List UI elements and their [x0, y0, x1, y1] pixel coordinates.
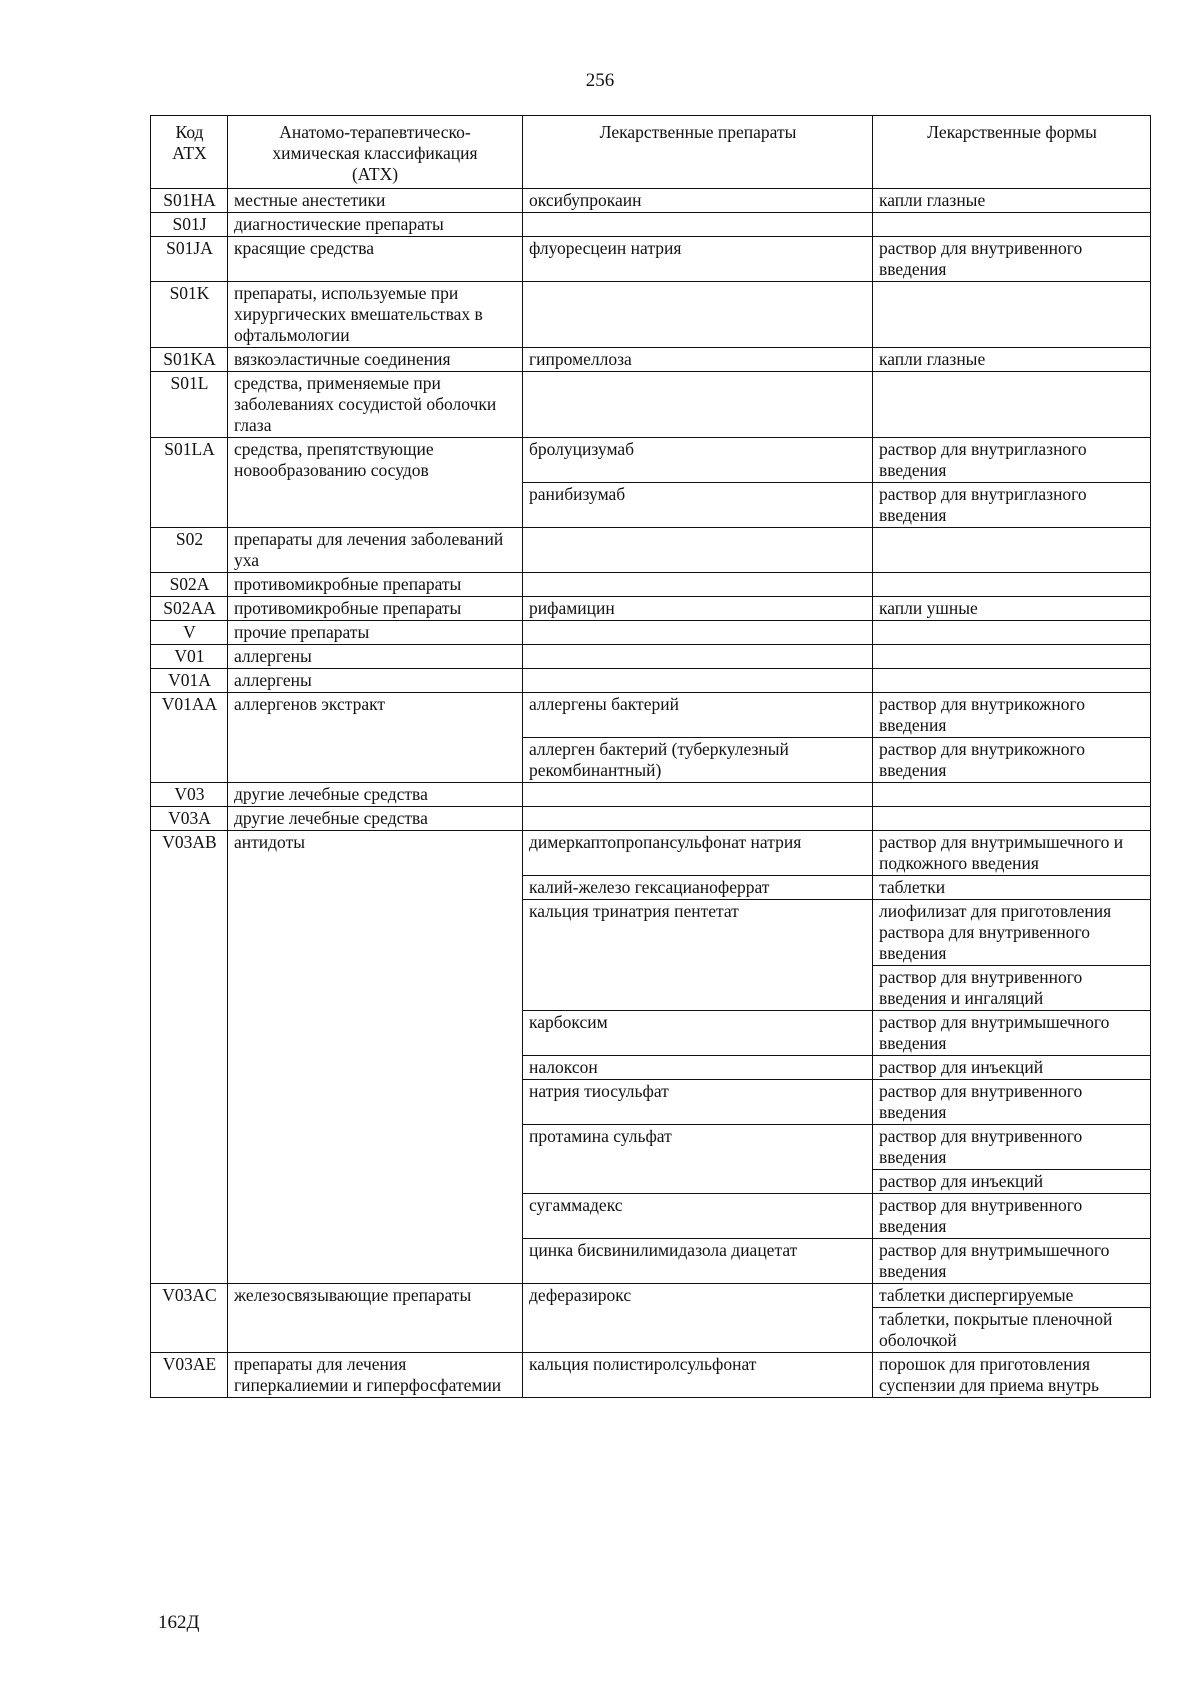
atx-classification-cell: вязкоэластичные соединения — [228, 348, 523, 372]
atx-table-body — [151, 189, 1151, 1398]
atx-classification-cell: другие лечебные средства — [228, 783, 523, 807]
header-drugs: Лекарственные препараты — [523, 116, 873, 189]
atx-classification-cell: диагностические препараты — [228, 213, 523, 237]
drug-cell-empty — [523, 213, 873, 237]
table-row — [151, 189, 1151, 213]
atx-table — [150, 115, 1151, 1398]
document-code: 162Д — [158, 1612, 200, 1633]
atx-code-cell: S01LA — [151, 438, 228, 528]
dosage-form-cell: порошок для приготовления суспензии для приема внутрь — [873, 1353, 1151, 1398]
table-row — [151, 237, 1151, 282]
dosage-form-cell: таблетки — [873, 876, 1151, 900]
dosage-form-cell: раствор для инъекций — [873, 1056, 1151, 1080]
atx-classification-cell: препараты для лечения заболеваний уха — [228, 528, 523, 573]
header-code: Код АТХ — [151, 116, 228, 189]
atx-classification-cell: местные анестетики — [228, 189, 523, 213]
dosage-form-cell: раствор для внутривенного введения и ингаляций — [873, 966, 1151, 1011]
header-atx-classification: Анатомо-терапевтическо-химическая классификация (АТХ) — [228, 116, 523, 189]
atx-classification-cell: средства, применяемые при заболеваниях сосудистой оболочки глаза — [228, 372, 523, 438]
atx-code-cell: S01HA — [151, 189, 228, 213]
dosage-form-cell: раствор для внутривенного введения — [873, 1125, 1151, 1170]
page-number: 256 — [585, 70, 615, 91]
table-row — [151, 783, 1151, 807]
atx-code-cell: V03 — [151, 783, 228, 807]
drug-cell-empty — [523, 645, 873, 669]
atx-classification-cell: аллергенов экстракт — [228, 693, 523, 783]
dosage-form-cell: таблетки диспергируемые — [873, 1284, 1151, 1308]
drug-name-cell: сугаммадекс — [523, 1194, 873, 1239]
atx-code-cell: V03AB — [151, 831, 228, 1284]
form-cell-empty — [873, 372, 1151, 438]
drug-name-cell: бролуцизумаб — [523, 438, 873, 483]
atx-code-cell: V — [151, 621, 228, 645]
atx-code-cell: V03AE — [151, 1353, 228, 1398]
dosage-form-cell: раствор для внутримышечного и подкожного введения — [873, 831, 1151, 876]
form-cell-empty — [873, 807, 1151, 831]
table-row — [151, 807, 1151, 831]
drug-name-cell: рифамицин — [523, 597, 873, 621]
atx-classification-cell: средства, препятствующие новообразованию сосудов — [228, 438, 523, 528]
table-row — [151, 213, 1151, 237]
atx-classification-cell: другие лечебные средства — [228, 807, 523, 831]
atx-code-cell: S01L — [151, 372, 228, 438]
form-cell-empty — [873, 573, 1151, 597]
table-row — [151, 1284, 1151, 1308]
atx-classification-cell: железосвязывающие препараты — [228, 1284, 523, 1353]
form-cell-empty — [873, 669, 1151, 693]
drug-name-cell: кальция полистиролсульфонат — [523, 1353, 873, 1398]
drug-cell-empty — [523, 621, 873, 645]
dosage-form-cell: капли глазные — [873, 189, 1151, 213]
table-row — [151, 573, 1151, 597]
table-row — [151, 645, 1151, 669]
dosage-form-cell: лиофилизат для приготовления раствора для внутривенного введения — [873, 900, 1151, 966]
table-row — [151, 831, 1151, 876]
drug-name-cell: димеркаптопропансульфонат натрия — [523, 831, 873, 876]
atx-code-cell: S01KA — [151, 348, 228, 372]
dosage-form-cell: раствор для внутриглазного введения — [873, 483, 1151, 528]
header-forms: Лекарственные формы — [873, 116, 1151, 189]
atx-classification-cell: антидоты — [228, 831, 523, 1284]
drug-name-cell: цинка бисвинилимидазола диацетат — [523, 1239, 873, 1284]
atx-code-cell: S01JA — [151, 237, 228, 282]
drug-name-cell: аллерген бактерий (туберкулезный рекомбинантный) — [523, 738, 873, 783]
atx-code-cell: S02A — [151, 573, 228, 597]
atx-classification-cell: аллергены — [228, 669, 523, 693]
drug-name-cell: карбоксим — [523, 1011, 873, 1056]
table-row — [151, 282, 1151, 348]
drug-name-cell: натрия тиосульфат — [523, 1080, 873, 1125]
table-row — [151, 438, 1151, 483]
drug-name-cell: деферазирокс — [523, 1284, 873, 1353]
drug-cell-empty — [523, 282, 873, 348]
drug-name-cell: ранибизумаб — [523, 483, 873, 528]
form-cell-empty — [873, 528, 1151, 573]
drug-cell-empty — [523, 783, 873, 807]
form-cell-empty — [873, 621, 1151, 645]
dosage-form-cell: капли ушные — [873, 597, 1151, 621]
drug-name-cell: аллергены бактерий — [523, 693, 873, 738]
atx-classification-cell: препараты, используемые при хирургических вмешательствах в офтальмологии — [228, 282, 523, 348]
drug-cell-empty — [523, 372, 873, 438]
dosage-form-cell: таблетки, покрытые пленочной оболочкой — [873, 1308, 1151, 1353]
drug-name-cell: флуоресцеин натрия — [523, 237, 873, 282]
dosage-form-cell: раствор для внутримышечного введения — [873, 1239, 1151, 1284]
dosage-form-cell: раствор для внутрикожного введения — [873, 738, 1151, 783]
atx-classification-cell: противомикробные препараты — [228, 573, 523, 597]
atx-classification-cell: аллергены — [228, 645, 523, 669]
atx-code-cell: V01AA — [151, 693, 228, 783]
table-row — [151, 669, 1151, 693]
dosage-form-cell: раствор для внутривенного введения — [873, 237, 1151, 282]
table-row — [151, 348, 1151, 372]
dosage-form-cell: раствор для внутрикожного введения — [873, 693, 1151, 738]
dosage-form-cell: раствор для внутривенного введения — [873, 1194, 1151, 1239]
table-row — [151, 372, 1151, 438]
atx-code-cell: V01A — [151, 669, 228, 693]
form-cell-empty — [873, 282, 1151, 348]
form-cell-empty — [873, 783, 1151, 807]
dosage-form-cell: раствор для внутривенного введения — [873, 1080, 1151, 1125]
atx-classification-cell: противомикробные препараты — [228, 597, 523, 621]
drug-cell-empty — [523, 573, 873, 597]
atx-code-cell: S02AA — [151, 597, 228, 621]
table-row — [151, 621, 1151, 645]
form-cell-empty — [873, 213, 1151, 237]
table-row — [151, 1353, 1151, 1398]
atx-code-cell: S02 — [151, 528, 228, 573]
drug-name-cell: налоксон — [523, 1056, 873, 1080]
drug-cell-empty — [523, 807, 873, 831]
drug-cell-empty — [523, 669, 873, 693]
atx-classification-cell: прочие препараты — [228, 621, 523, 645]
drug-name-cell: калий-железо гексацианоферрат — [523, 876, 873, 900]
table-row — [151, 528, 1151, 573]
atx-classification-cell: красящие средства — [228, 237, 523, 282]
atx-code-cell: V03AC — [151, 1284, 228, 1353]
drug-name-cell: оксибупрокаин — [523, 189, 873, 213]
drug-name-cell: протамина сульфат — [523, 1125, 873, 1194]
atx-code-cell: S01J — [151, 213, 228, 237]
dosage-form-cell: капли глазные — [873, 348, 1151, 372]
table-row — [151, 693, 1151, 738]
table-row — [151, 597, 1151, 621]
atx-code-cell: V01 — [151, 645, 228, 669]
drug-name-cell: гипромеллоза — [523, 348, 873, 372]
atx-code-cell: S01K — [151, 282, 228, 348]
atx-code-cell: V03A — [151, 807, 228, 831]
dosage-form-cell: раствор для внутримышечного введения — [873, 1011, 1151, 1056]
table-header-row — [151, 116, 1151, 189]
dosage-form-cell: раствор для инъекций — [873, 1170, 1151, 1194]
drug-cell-empty — [523, 528, 873, 573]
dosage-form-cell: раствор для внутриглазного введения — [873, 438, 1151, 483]
form-cell-empty — [873, 645, 1151, 669]
drug-name-cell: кальция тринатрия пентетат — [523, 900, 873, 1011]
atx-classification-cell: препараты для лечения гиперкалиемии и гиперфосфатемии — [228, 1353, 523, 1398]
